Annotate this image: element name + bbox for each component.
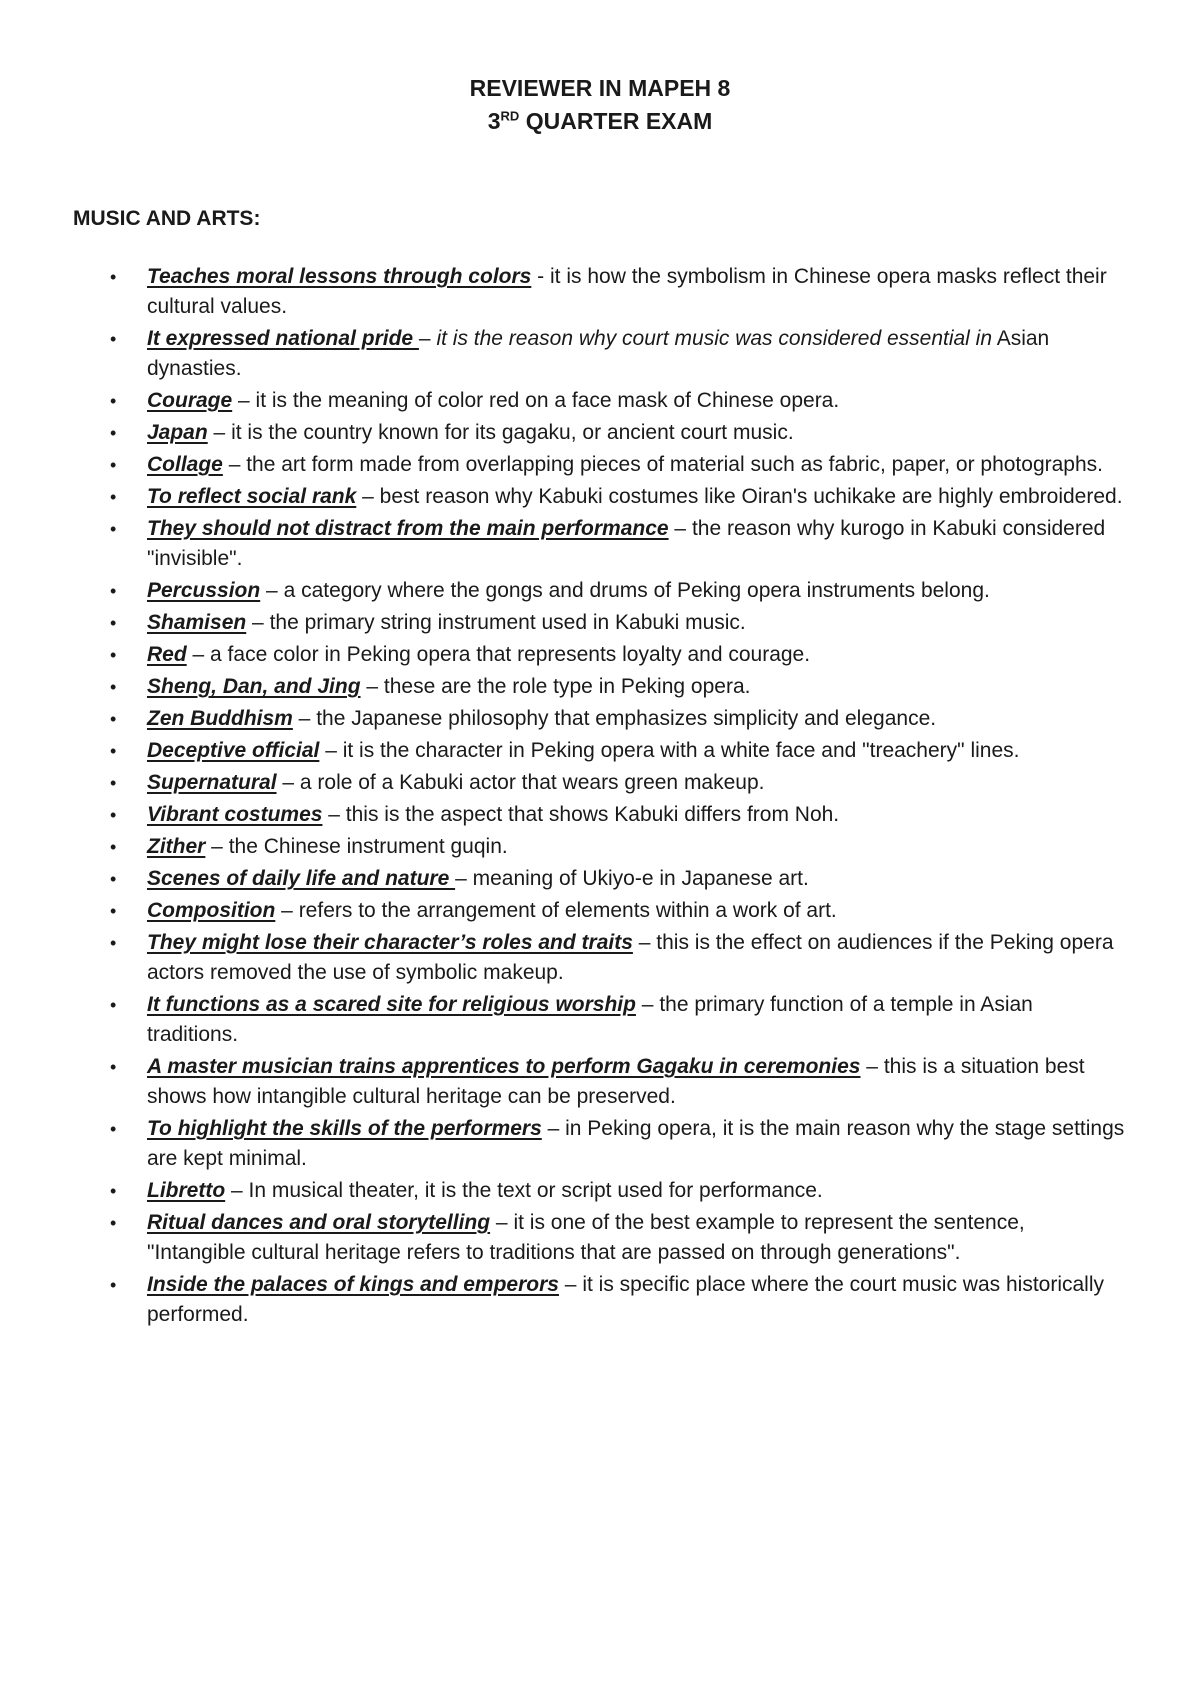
- item-term: It expressed national pride: [147, 327, 419, 350]
- list-item: [0, 576, 1200, 606]
- list-item: [0, 514, 1200, 574]
- item-term: Scenes of daily life and nature: [147, 867, 456, 890]
- document-title: [0, 72, 1200, 138]
- item-term: Japan: [147, 421, 208, 444]
- bullet-icon: •: [110, 677, 117, 697]
- list-item: [0, 418, 1200, 448]
- item-description-italic: it is the reason why court music was considered essential in: [436, 327, 993, 350]
- item-separator: -: [531, 265, 550, 288]
- list-item: [0, 832, 1200, 862]
- item-description: it is specific place where the court music was historically performed.: [147, 1273, 1105, 1326]
- item-term: Red: [147, 643, 187, 666]
- list-item: [0, 1052, 1200, 1112]
- list-item: [0, 262, 1200, 322]
- list-item: [0, 386, 1200, 416]
- item-description: this is the effect on audiences if the Peking opera actors removed the use of symbolic makeup.: [147, 931, 1114, 984]
- item-term: A master musician trains apprentices to perform Gagaku in ceremonies: [147, 1055, 861, 1078]
- item-term: Composition: [147, 899, 276, 922]
- item-description: Asian dynasties.: [147, 327, 1050, 380]
- item-separator: –: [292, 707, 317, 730]
- item-term: It functions as a scared site for religious worship: [147, 993, 636, 1016]
- item-description: a face color in Peking opera that represents loyalty and courage.: [210, 643, 811, 666]
- item-separator: –: [246, 611, 270, 634]
- item-separator: –: [632, 931, 657, 954]
- bullet-icon: •: [110, 267, 117, 287]
- list-item: [0, 896, 1200, 926]
- bullet-icon: •: [110, 773, 117, 793]
- item-description: this is the aspect that shows Kabuki differs from Noh.: [345, 803, 840, 826]
- item-description: it is the meaning of color red on a face mask of Chinese opera.: [255, 389, 840, 412]
- list-item: [0, 1270, 1200, 1330]
- item-separator: –: [455, 867, 473, 890]
- list-item: [0, 450, 1200, 480]
- item-separator: –: [360, 675, 384, 698]
- list-item: [0, 864, 1200, 894]
- section-heading: MUSIC AND ARTS:: [73, 207, 261, 230]
- list-item: [0, 768, 1200, 798]
- item-separator: –: [207, 421, 232, 444]
- bullet-icon: •: [110, 995, 117, 1015]
- item-description: the Chinese instrument guqin.: [228, 835, 508, 858]
- item-description: it is the character in Peking opera with a white face and "treachery" lines.: [342, 739, 1020, 762]
- item-term: Shamisen: [147, 611, 247, 634]
- item-separator: –: [319, 739, 343, 762]
- bullet-icon: •: [110, 423, 117, 443]
- item-separator: –: [225, 1179, 249, 1202]
- list-item: [0, 1176, 1200, 1206]
- item-description: it is the country known for its gagaku, or ancient court music.: [231, 421, 794, 444]
- item-separator: –: [322, 803, 346, 826]
- bullet-icon: •: [110, 1119, 117, 1139]
- bullet-icon: •: [110, 455, 117, 475]
- list-item: [0, 990, 1200, 1050]
- title-ordinal-suffix: RD: [500, 108, 520, 124]
- bullet-icon: •: [110, 329, 117, 349]
- item-description: the primary string instrument used in Kabuki music.: [269, 611, 746, 634]
- item-separator: –: [260, 579, 284, 602]
- item-description: best reason why Kabuki costumes like Oiran's uchikake are highly embroidered.: [379, 485, 1123, 508]
- item-term: They might lose their character’s roles and traits: [147, 931, 633, 954]
- bullet-icon: •: [110, 519, 117, 539]
- item-separator: –: [222, 453, 247, 476]
- item-term: Zen Buddhism: [147, 707, 293, 730]
- item-description: the Japanese philosophy that emphasizes simplicity and elegance.: [316, 707, 937, 730]
- item-term: Inside the palaces of kings and emperors: [147, 1273, 559, 1296]
- bullet-icon: •: [110, 1181, 117, 1201]
- list-item: [0, 324, 1200, 384]
- item-term: To highlight the skills of the performers: [147, 1117, 542, 1140]
- bullet-icon: •: [110, 645, 117, 665]
- title-line-2-rest: QUARTER EXAM: [519, 108, 713, 134]
- bullet-icon: •: [110, 933, 117, 953]
- bullet-icon: •: [110, 613, 117, 633]
- item-term: Vibrant costumes: [147, 803, 323, 826]
- list-item: [0, 482, 1200, 512]
- bullet-icon: •: [110, 709, 117, 729]
- list-item: [0, 672, 1200, 702]
- item-separator: –: [860, 1055, 884, 1078]
- bullet-icon: •: [110, 869, 117, 889]
- item-term: Supernatural: [147, 771, 277, 794]
- item-separator: –: [232, 389, 256, 412]
- item-separator: –: [275, 899, 299, 922]
- title-ordinal-number: 3: [487, 108, 501, 134]
- item-term: They should not distract from the main performance: [147, 517, 669, 540]
- item-separator: –: [668, 517, 692, 540]
- list-item: [0, 1208, 1200, 1268]
- bullet-icon: •: [110, 901, 117, 921]
- item-term: Courage: [147, 389, 233, 412]
- list-item: [0, 704, 1200, 734]
- item-description: meaning of Ukiyo-e in Japanese art.: [472, 867, 809, 890]
- bullet-icon: •: [110, 805, 117, 825]
- bullet-icon: •: [110, 837, 117, 857]
- item-term: Libretto: [147, 1179, 226, 1202]
- list-item: [0, 800, 1200, 830]
- item-description: it is one of the best example to represent the sentence, "Intangible cultural heritage refers to traditions that are passed on through generations".: [147, 1211, 1025, 1264]
- item-separator: –: [635, 993, 660, 1016]
- item-term: Collage: [147, 453, 223, 476]
- item-separator: –: [490, 1211, 514, 1234]
- item-separator: –: [356, 485, 380, 508]
- item-description: In musical theater, it is the text or script used for performance.: [248, 1179, 823, 1202]
- item-description: a category where the gongs and drums of Peking opera instruments belong.: [283, 579, 990, 602]
- item-term: Sheng, Dan, and Jing: [147, 675, 361, 698]
- bullet-icon: •: [110, 1275, 117, 1295]
- bullet-icon: •: [110, 1057, 117, 1077]
- item-description: these are the role type in Peking opera.: [383, 675, 751, 698]
- reviewer-list: [0, 262, 1200, 1332]
- item-term: Percussion: [147, 579, 261, 602]
- bullet-icon: •: [110, 391, 117, 411]
- item-description: this is a situation best shows how intangible cultural heritage can be preserved.: [147, 1055, 1085, 1108]
- item-separator: –: [186, 643, 211, 666]
- item-description: the reason why kurogo in Kabuki considered "invisible".: [147, 517, 1106, 570]
- bullet-icon: •: [110, 741, 117, 761]
- item-separator: –: [541, 1117, 566, 1140]
- item-description: a role of a Kabuki actor that wears green makeup.: [299, 771, 765, 794]
- item-description: the art form made from overlapping pieces of material such as fabric, paper, or photographs.: [246, 453, 1103, 476]
- list-item: [0, 1114, 1200, 1174]
- item-term: Zither: [147, 835, 206, 858]
- bullet-icon: •: [110, 1213, 117, 1233]
- list-item: [0, 608, 1200, 638]
- item-term: To reflect social rank: [147, 485, 357, 508]
- item-separator: –: [558, 1273, 583, 1296]
- list-item: [0, 736, 1200, 766]
- bullet-icon: •: [110, 487, 117, 507]
- item-description: refers to the arrangement of elements within a work of art.: [298, 899, 837, 922]
- item-description: it is how the symbolism in Chinese opera masks reflect their cultural values.: [147, 265, 1107, 318]
- title-line-2: [0, 105, 1200, 138]
- title-line-1: REVIEWER IN MAPEH 8: [469, 75, 731, 101]
- list-item: [0, 640, 1200, 670]
- item-term: Teaches moral lessons through colors: [147, 265, 532, 288]
- bullet-icon: •: [110, 581, 117, 601]
- item-description: the primary function of a temple in Asian traditions.: [147, 993, 1033, 1046]
- item-separator: –: [418, 327, 437, 350]
- list-item: [0, 928, 1200, 988]
- item-term: Ritual dances and oral storytelling: [147, 1211, 491, 1234]
- item-term: Deceptive official: [147, 739, 320, 762]
- item-separator: –: [276, 771, 300, 794]
- item-separator: –: [205, 835, 229, 858]
- item-description: in Peking opera, it is the main reason why the stage settings are kept minimal.: [147, 1117, 1125, 1170]
